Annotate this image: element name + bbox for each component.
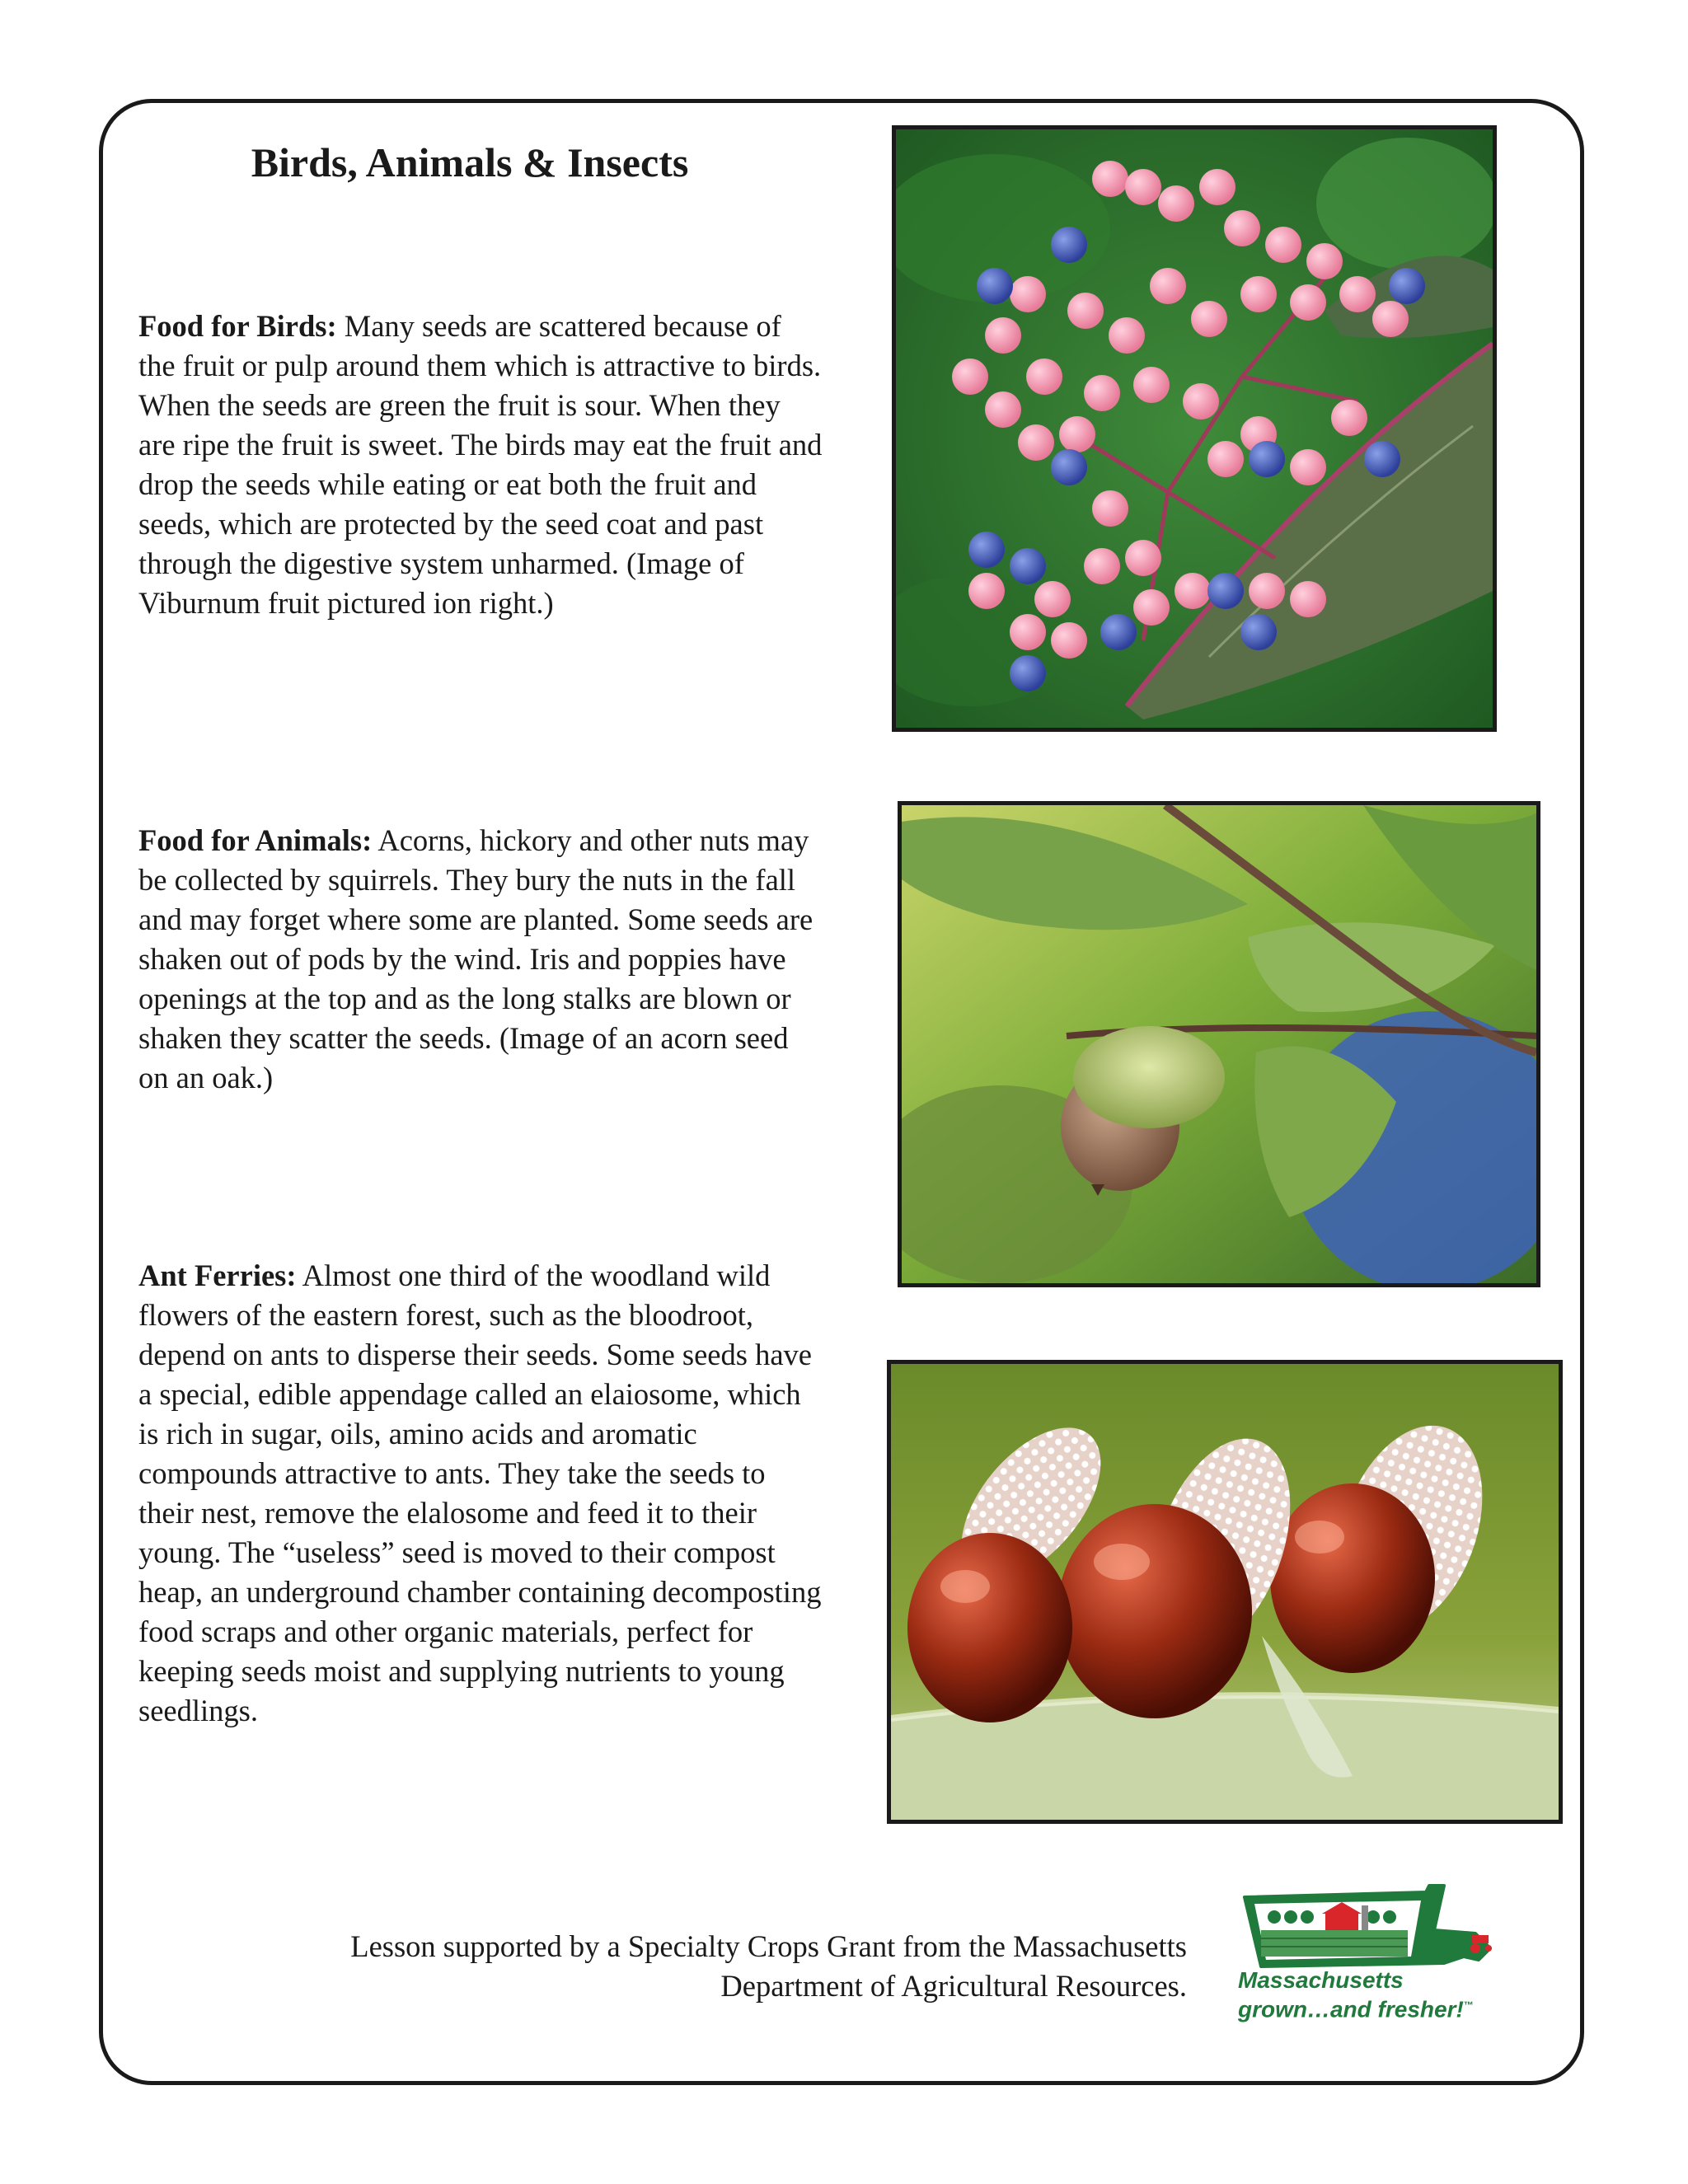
logo-text [1238, 1968, 1535, 2022]
bloodroot-seeds-photo [887, 1360, 1563, 1824]
viburnum-photo [892, 125, 1497, 732]
footer-line-1: Lesson supported by a Specialty Crops Grant from the Massachusetts [350, 1929, 1187, 1963]
logo-line-1: Massachusetts [1238, 1967, 1404, 1993]
birds-heading: Food for Birds: [138, 309, 337, 343]
page-title: Birds, Animals & Insects [251, 139, 689, 185]
footer-line-2: Department of Agricultural Resources. [720, 1969, 1187, 2003]
viburnum-illustration [896, 129, 1493, 728]
seeds-illustration [891, 1364, 1559, 1820]
trademark-mark: ™ [1463, 1999, 1474, 2011]
acorn-illustration [902, 805, 1536, 1283]
ants-body: Almost one third of the woodland wild flowers of the eastern forest, such as the bloodroot, depend on ants to disperse their seeds. Some seeds have a special, edible appendage called an elaiosome, which is rich in sugar, oils, amino acids and aromatic compounds attractive to ants. They take the seeds to their nest, remove the elalosome and feed it to their young. The “useless” seed is moved to their compost heap, an underground chamber containing decomposting food scraps and other organic materials, perfect for keeping seeds moist and supplying nutrients to young seedlings. [138, 1258, 822, 1727]
footer-credit [165, 1927, 1187, 2006]
birds-body: Many seeds are scattered because of the fruit or pulp around them which is attractive to birds. When the seeds are green the fruit is sour. When they are ripe the fruit is sweet. The birds may eat the fruit and drop the seeds while eating or eat both the fruit and seeds, which are protected by the seed coat and past through the digestive system unharmed. (Image of Viburnum fruit pictured ion right.) [138, 309, 823, 620]
ants-paragraph [138, 1256, 823, 1731]
animals-paragraph [138, 821, 823, 1098]
animals-body: Acorns, hickory and other nuts may be collected by squirrels. They bury the nuts in the fall and may forget where some are planted. Some seeds are shaken out of pods by the wind. Iris and poppies have openings at the top and as the long stalks are blown or shaken they scatter the seeds. (Image of an acorn seed on an oak.) [138, 823, 814, 1094]
logo-line-2: grown…and fresher! [1238, 1996, 1464, 2022]
acorn-photo [898, 801, 1540, 1287]
birds-paragraph [138, 307, 823, 623]
ants-heading: Ant Ferries: [138, 1258, 297, 1292]
animals-heading: Food for Animals: [138, 823, 373, 857]
